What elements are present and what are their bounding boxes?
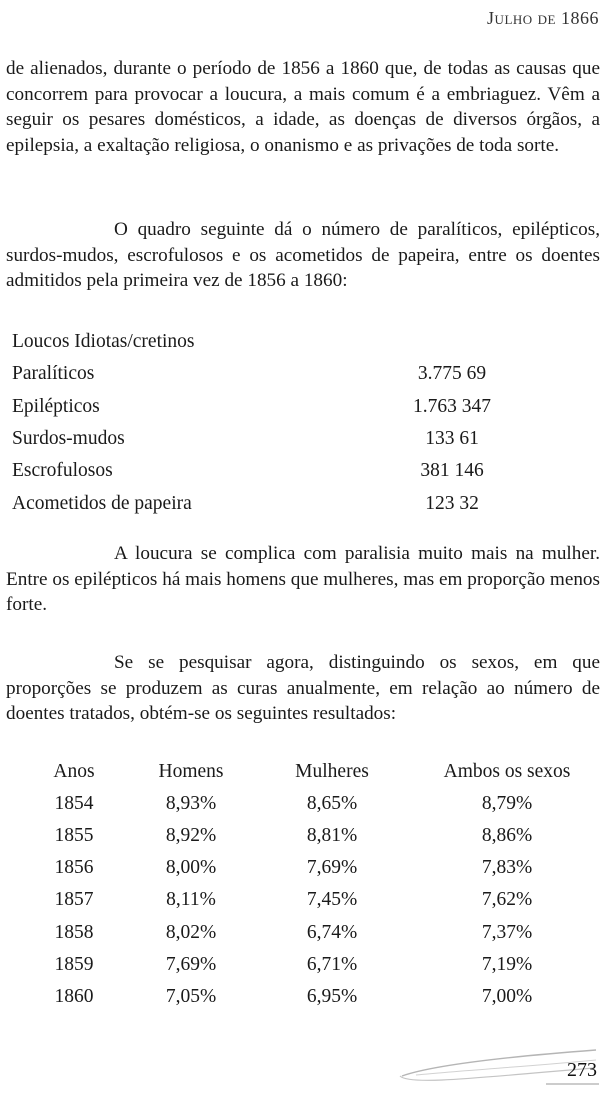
row-value: 133 61 xyxy=(425,428,479,450)
row-value: 381 146 xyxy=(420,460,484,482)
cell-both: 7,37% xyxy=(481,921,533,943)
cell-both: 7,19% xyxy=(481,953,533,975)
cure-rates-table xyxy=(22,756,606,1013)
table-row xyxy=(22,981,606,1013)
table-row xyxy=(22,852,606,884)
table-row xyxy=(12,391,552,423)
table-row xyxy=(12,455,552,487)
cell-year: 1857 xyxy=(54,889,94,911)
column-header-both: Ambos os sexos xyxy=(443,761,571,783)
cure-rates-header-row xyxy=(22,756,606,788)
cell-both: 8,86% xyxy=(481,825,533,847)
paragraph-2: O quadro seguinte dá o número de paralíticos, epilépticos, surdos-mudos, escrofulosos e os acometidos de papeira, entre os doentes admitidos pela primeira vez de 1856 a 1860: xyxy=(6,219,600,291)
patients-table xyxy=(12,326,552,520)
cell-women: 8,65% xyxy=(306,793,358,815)
cell-both: 7,62% xyxy=(481,889,533,911)
page-number: 273 xyxy=(567,1059,597,1081)
cell-year: 1855 xyxy=(54,825,94,847)
cell-women: 6,95% xyxy=(306,985,358,1007)
row-value: 123 32 xyxy=(425,492,479,514)
cell-men: 8,92% xyxy=(165,825,217,847)
row-label: Paralíticos xyxy=(12,363,95,385)
cell-men: 7,69% xyxy=(165,953,217,975)
row-value: 3.775 69 xyxy=(417,363,487,385)
row-label: Surdos-mudos xyxy=(12,428,125,450)
cell-women: 8,81% xyxy=(306,825,358,847)
cell-year: 1859 xyxy=(54,953,94,975)
row-label: Acometidos de papeira xyxy=(12,492,192,514)
cell-both: 7,00% xyxy=(481,985,533,1007)
table-row xyxy=(12,423,552,455)
patients-table-header-row xyxy=(12,326,552,358)
cell-year: 1860 xyxy=(54,985,94,1007)
paragraph-4: Se se pesquisar agora, distinguindo os sexos, em que proporções se produzem as curas anualmente, em relação ao número de doentes tratados, obtém-se os seguintes resultados: xyxy=(6,652,600,724)
paragraph-1: de alienados, durante o período de 1856 a 1860 que, de todas as causas que concorrem para provocar a loucura, a mais comum é a embriaguez. Vêm a seguir os pesares domésticos, a idade, as doenças de diversos órgãos, a epilepsia, a exaltação religiosa, o onanismo e as privações de toda sorte. xyxy=(6,58,600,156)
cell-men: 7,05% xyxy=(165,985,217,1007)
cell-women: 6,71% xyxy=(306,953,358,975)
column-header-men: Homens xyxy=(158,761,224,783)
paragraph-3: A loucura se complica com paralisia muito mais na mulher. Entre os epilépticos há mais homens que mulheres, mas em proporção menos forte. xyxy=(6,543,600,615)
cell-both: 7,83% xyxy=(481,857,533,879)
cell-men: 8,93% xyxy=(165,793,217,815)
patients-table-header: Loucos Idiotas/cretinos xyxy=(12,331,195,353)
cell-men: 8,00% xyxy=(165,857,217,879)
table-row xyxy=(22,949,606,981)
cell-women: 6,74% xyxy=(306,921,358,943)
table-row xyxy=(22,820,606,852)
table-row xyxy=(12,487,552,519)
cell-men: 8,11% xyxy=(166,889,216,911)
cell-women: 7,45% xyxy=(306,889,358,911)
cell-both: 8,79% xyxy=(481,793,533,815)
row-value: 1.763 347 xyxy=(413,395,491,417)
table-row xyxy=(22,884,606,916)
cell-year: 1856 xyxy=(54,857,94,879)
cell-year: 1858 xyxy=(54,921,94,943)
column-header-years: Anos xyxy=(53,761,95,783)
row-label: Epilépticos xyxy=(12,395,100,417)
cell-men: 8,02% xyxy=(165,921,217,943)
cell-women: 7,69% xyxy=(306,857,358,879)
table-row xyxy=(22,916,606,948)
running-head: Julho de 1866 xyxy=(487,8,599,28)
cell-year: 1854 xyxy=(54,793,94,815)
page-number-ornament xyxy=(396,1046,601,1086)
row-label: Escrofulosos xyxy=(12,460,113,482)
table-row xyxy=(22,788,606,820)
column-header-women: Mulheres xyxy=(295,761,369,783)
table-row xyxy=(12,358,552,390)
